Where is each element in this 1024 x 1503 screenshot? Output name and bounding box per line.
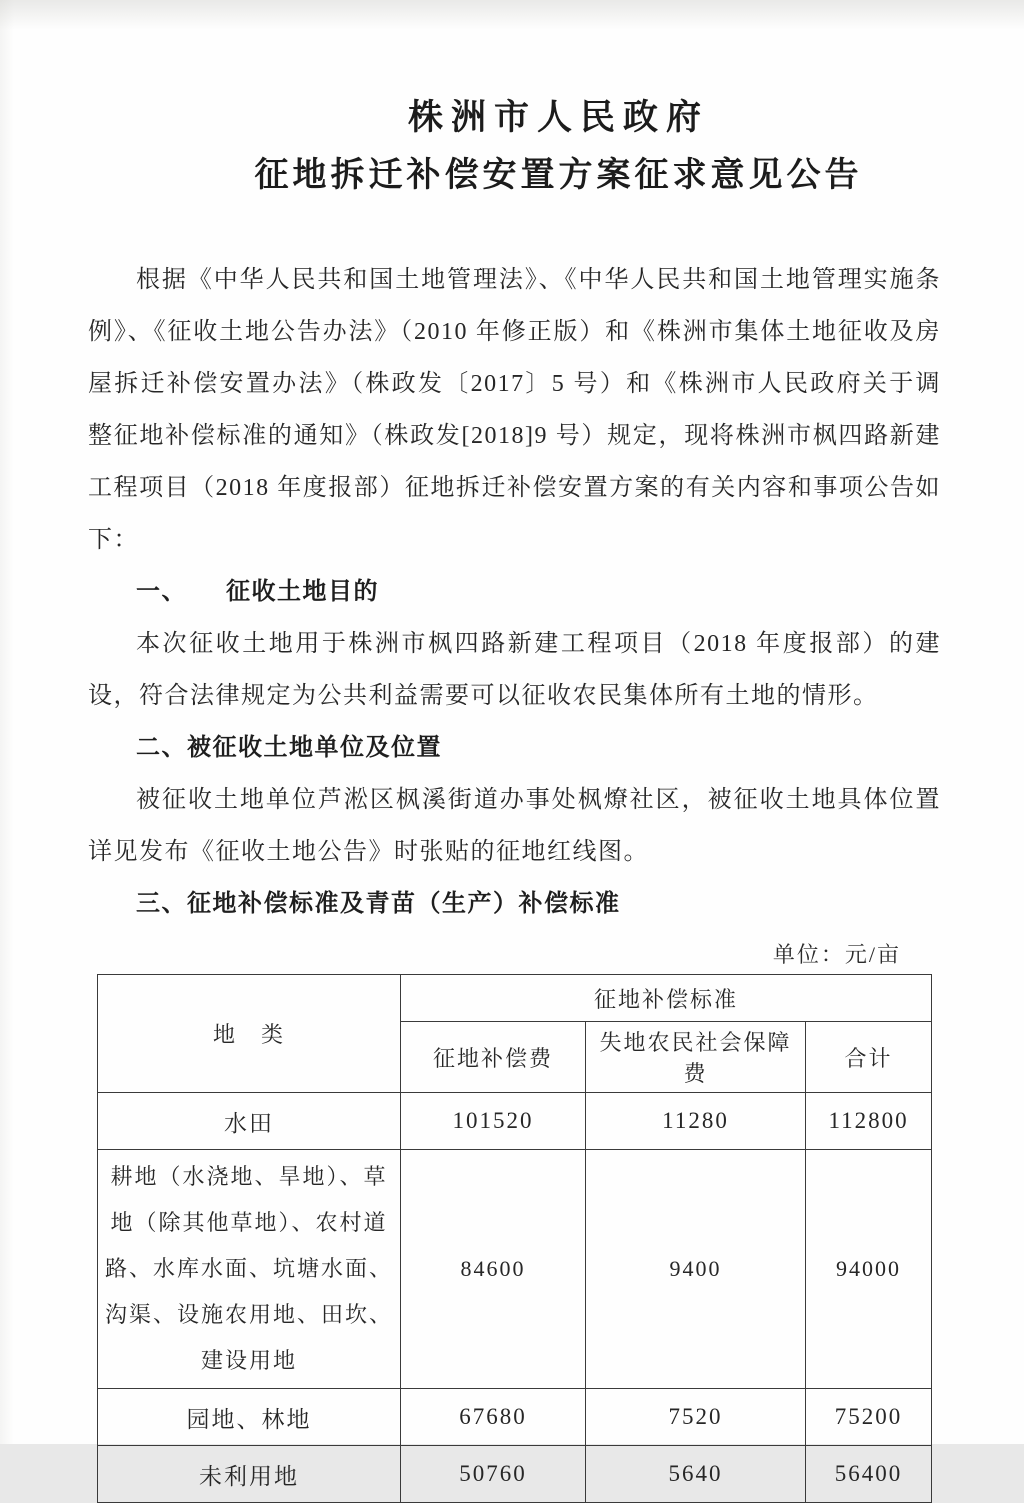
header-fee: 征地补偿费 [401,1022,586,1093]
section1-heading: 一、 征收土地目的 [136,579,379,605]
section2-heading: 二、被征收土地单位及位置 [136,735,442,761]
cell-total: 112800 [806,1093,932,1150]
intro-paragraph: 根据《中华人民共和国土地管理法》、《中华人民共和国土地管理实施条例》、《征收土地公告办法》（2010 年修正版）和《株洲市集体土地征收及房屋拆迁补偿安置办法》（株政发〔2017〕5 号）和《株洲市人民政府关于调整征地补偿标准的通知》（株政发[2018]9 号）规定，现将株洲市枫四路新建工程项目（2018 年度报部）征地拆迁补偿安置方案的有关内容和事项公告如下： [88,267,941,553]
title-line-notice: 征地拆迁补偿安置方案征求意见公告 [254,157,863,194]
cell-fee: 50760 [401,1446,586,1503]
table-row [98,1389,932,1446]
cell-total: 94000 [806,1150,932,1389]
cell-category: 水田 [98,1093,401,1150]
table-row [98,1446,932,1503]
table-row [98,1150,932,1389]
header-social-security: 失地农民社会保障费 [586,1022,806,1093]
document-title [132,96,985,198]
section3-heading: 三、征地补偿标准及青苗（生产）补偿标准 [136,891,621,917]
title-line-government: 株洲市人民政府 [407,98,709,137]
document-content [88,0,941,1503]
scan-artifact-left [0,0,14,1444]
header-total: 合计 [806,1022,932,1093]
cell-social: 11280 [586,1093,806,1150]
table-row [98,1093,932,1150]
cell-category: 耕地（水浇地、旱地）、草地（除其他草地）、农村道路、水库水面、坑塘水面、沟渠、设施农用地、田坎、建设用地 [98,1150,401,1389]
section2-paragraph: 被征收土地单位芦淞区枫溪街道办事处枫燎社区，被征收土地具体位置详见发布《征收土地公告》时张贴的征地红线图。 [88,787,941,865]
unit-note: 单位：元/亩 [772,942,901,967]
cell-fee: 101520 [401,1093,586,1150]
table-header-row-1 [98,975,932,1022]
cell-fee: 67680 [401,1389,586,1446]
cell-social: 9400 [586,1150,806,1389]
cell-social: 7520 [586,1389,806,1446]
cell-category: 园地、林地 [98,1389,401,1446]
cell-total: 56400 [806,1446,932,1503]
header-land-category: 地 类 [98,975,401,1093]
header-standard-group: 征地补偿标准 [401,975,932,1022]
compensation-table [97,974,932,1503]
cell-social: 5640 [586,1446,806,1503]
cell-total: 75200 [806,1389,932,1446]
document-body [88,254,941,930]
cell-category: 未利用地 [98,1446,401,1503]
section1-paragraph: 本次征收土地用于株洲市枫四路新建工程项目（2018 年度报部）的建设，符合法律规定为公共利益需要可以征收农民集体所有土地的情形。 [88,631,941,709]
cell-fee: 84600 [401,1150,586,1389]
